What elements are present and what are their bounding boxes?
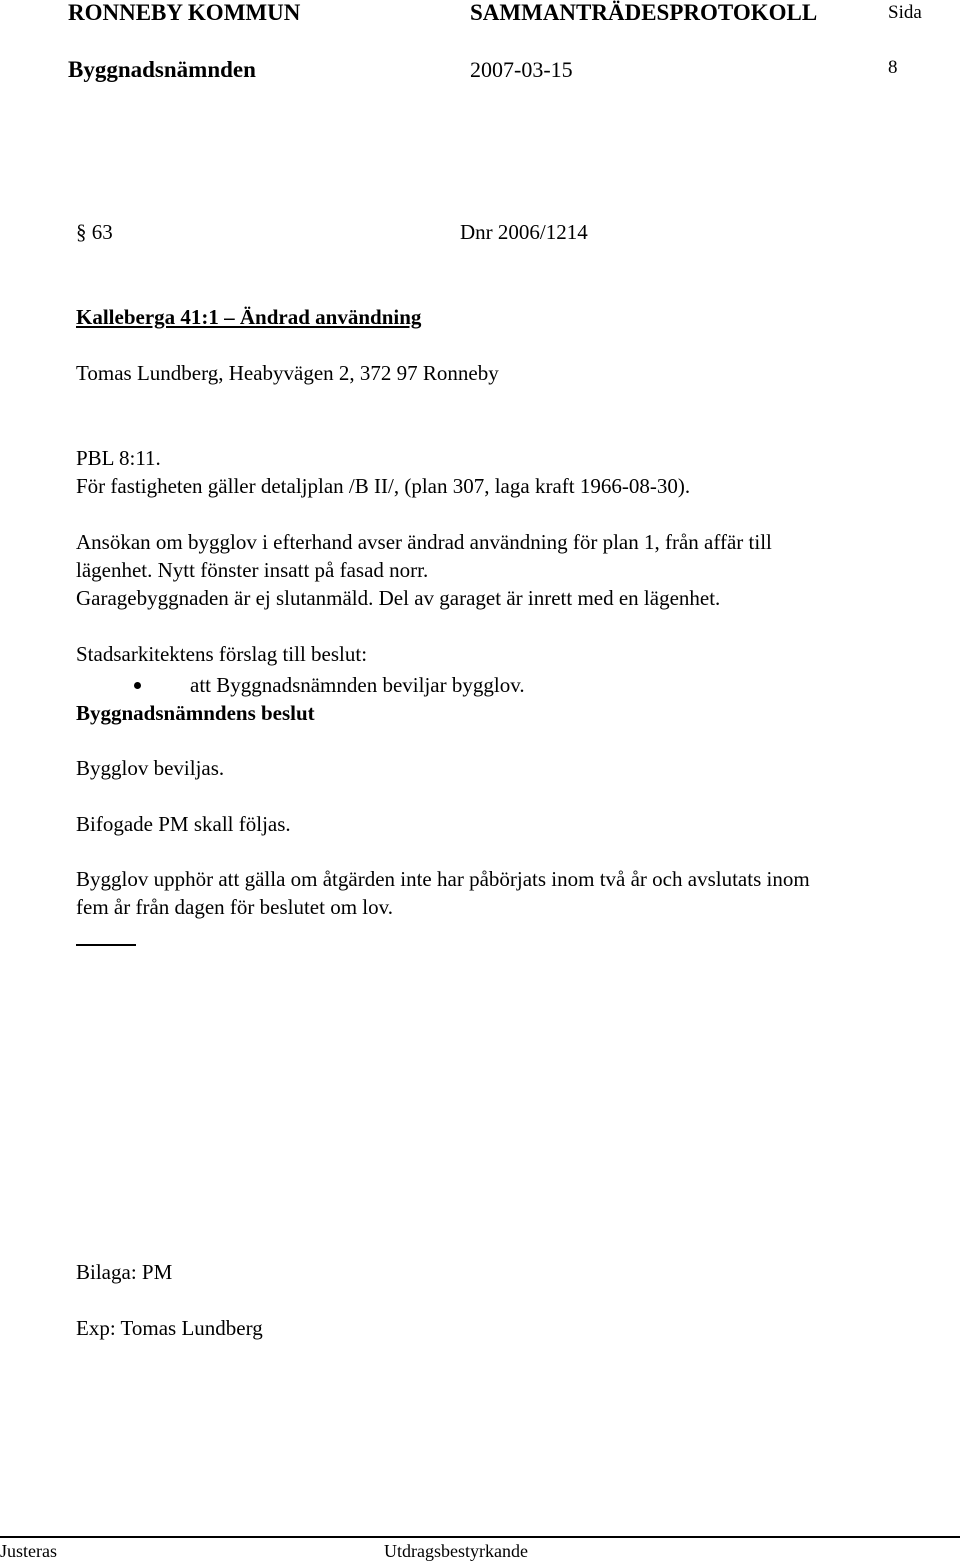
decision-item: Bygglov beviljas.: [76, 756, 225, 780]
description-line: Ansökan om bygglov i efterhand avser ändrad användning för plan 1, från affär till: [76, 530, 772, 554]
detail-plan-note: För fastigheten gäller detaljplan /B II/, (plan 307, laga kraft 1966-08-30).: [76, 474, 691, 498]
page-label: Sida: [888, 2, 922, 23]
committee-name: Byggnadsnämnden: [68, 57, 256, 82]
paragraph-number: § 63: [76, 220, 113, 244]
proposal-heading: Stadsarkitektens förslag till beslut:: [76, 642, 368, 666]
validity-text: fem år från dagen för beslutet om lov.: [76, 895, 394, 919]
decision-heading: Byggnadsnämndens beslut: [76, 701, 315, 725]
dnr: Dnr 2006/1214: [460, 220, 588, 244]
section-end-rule: [76, 944, 136, 946]
pbl-reference: PBL 8:11.: [76, 446, 161, 470]
protocol-title: SAMMANTRÄDESPROTOKOLL: [470, 0, 818, 25]
footer-utdragsbestyrkande: Utdragsbestyrkande: [384, 1541, 528, 1561]
page-number: 8: [888, 57, 898, 78]
dispatch-note: Exp: Tomas Lundberg: [76, 1316, 263, 1340]
footer-justeras: Justeras: [0, 1541, 57, 1561]
proposal-bullet-text: att Byggnadsnämnden beviljar bygglov.: [190, 673, 525, 697]
meeting-date: 2007-03-15: [470, 57, 573, 82]
attachment-note: Bilaga: PM: [76, 1260, 173, 1284]
municipality-name: RONNEBY KOMMUN: [68, 0, 301, 25]
case-title: Kalleberga 41:1 – Ändrad användning: [76, 305, 422, 329]
description-line: lägenhet. Nytt fönster insatt på fasad norr.: [76, 558, 429, 582]
bullet-icon: [134, 682, 141, 689]
decision-item: Bifogade PM skall följas.: [76, 812, 291, 836]
validity-text: Bygglov upphör att gälla om åtgärden inte har påbörjats inom två år och avslutats inom: [76, 867, 810, 891]
applicant: Tomas Lundberg, Heabyvägen 2, 372 97 Ronneby: [76, 361, 499, 385]
description-line: Garagebyggnaden är ej slutanmäld. Del av garaget är inrett med en lägenhet.: [76, 586, 721, 610]
footer-rule: [0, 1536, 960, 1538]
